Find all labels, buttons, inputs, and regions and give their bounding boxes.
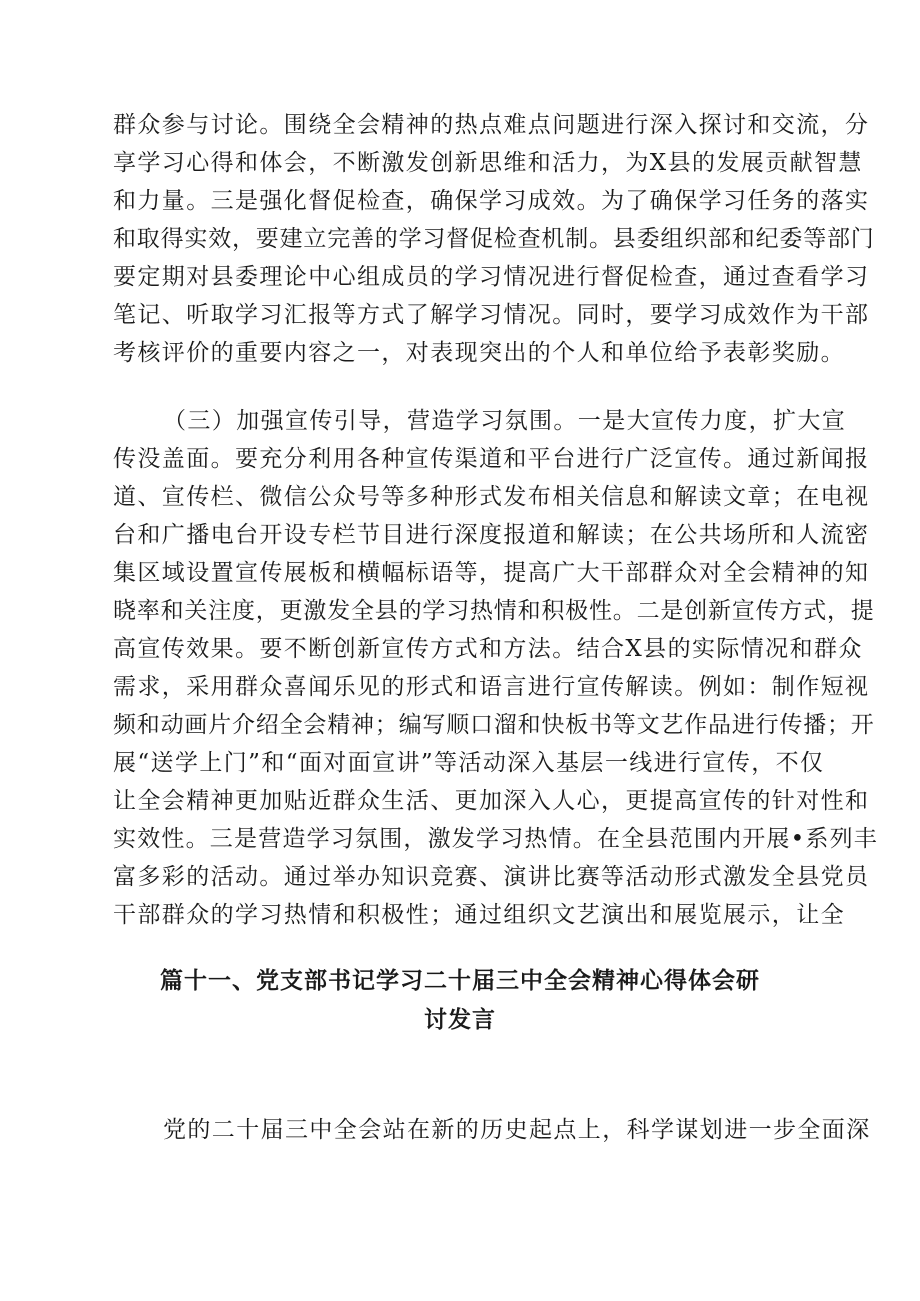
text-line: 笔记、听取学习汇报等方式了解学习情况。同时，要学习成效作为干部 <box>113 302 870 328</box>
text-line: 享学习心得和体会，不断激发创新思维和活力，为X县的发展贡献智慧 <box>113 150 863 176</box>
text-line: （三）加强宣传引导，营造学习氛围。一是大宣传力度，扩大宣 <box>163 408 847 434</box>
text-line: 道、宣传栏、微信公众号等多种形式发布相关信息和解读文章；在电视 <box>113 484 870 510</box>
text-line: 传没盖面。要充分利用各种宣传渠道和平台进行广泛宣传。通过新闻报 <box>113 446 870 472</box>
text-line: 集区域设置宣传展板和横幅标语等，提高广大干部群众对全会精神的知 <box>113 560 870 586</box>
text-line: 需求，采用群众喜闻乐见的形式和语言进行宣传解读。例如：制作短视 <box>113 674 870 700</box>
text-line: 和力量。三是强化督促检查，确保学习成效。为了确保学习任务的落实 <box>113 188 870 214</box>
text-line: 高宣传效果。要不断创新宣传方式和方法。结合X县的实际情况和群众 <box>113 636 863 662</box>
text-line: 和取得实效，要建立完善的学习督促检查机制。县委组织部和纪委等部门 <box>113 226 875 252</box>
text-line: 富多彩的活动。通过举办知识竞赛、演讲比赛等活动形式激发全县党员 <box>113 864 870 890</box>
section-heading: 篇十一、党支部书记学习二十届三中全会精神心得体会研 <box>160 968 760 994</box>
text-line: 让全会精神更加贴近群众生活、更加深入人心，更提高宣传的针对性和 <box>113 788 870 814</box>
text-line: 要定期对县委理论中心组成员的学习情况进行督促检查，通过查看学习 <box>113 264 870 290</box>
text-line: 实效性。三是营造学习氛围，激发学习热情。在全县范围内开展•系列丰 <box>113 826 878 852</box>
text-line: 干部群众的学习热情和积极性；通过组织文艺演出和展览展示，让全 <box>113 902 845 928</box>
text-line: 台和广播电台开设专栏节目进行深度报道和解读；在公共场所和人流密 <box>113 522 870 548</box>
section-heading-continuation: 讨发言 <box>424 1007 496 1033</box>
text-line: 晓率和关注度，更激发全县的学习热情和积极性。二是创新宣传方式，提 <box>113 598 875 624</box>
text-line: 群众参与讨论。围绕全会精神的热点难点问题进行深入探讨和交流，分 <box>113 112 870 138</box>
text-line: 展“送学上门”和“面对面宣讲”等活动深入基层一线进行宣传，不仅 <box>113 750 825 776</box>
text-line: 党的二十届三中全会站在新的历史起点上，科学谋划进一步全面深 <box>163 1117 871 1143</box>
text-line: 频和动画片介绍全会精神；编写顺口溜和快板书等文艺作品进行传播；开 <box>113 712 875 738</box>
text-line: 考核评价的重要内容之一，对表现突出的个人和单位给予表彰奖励。 <box>113 340 845 366</box>
